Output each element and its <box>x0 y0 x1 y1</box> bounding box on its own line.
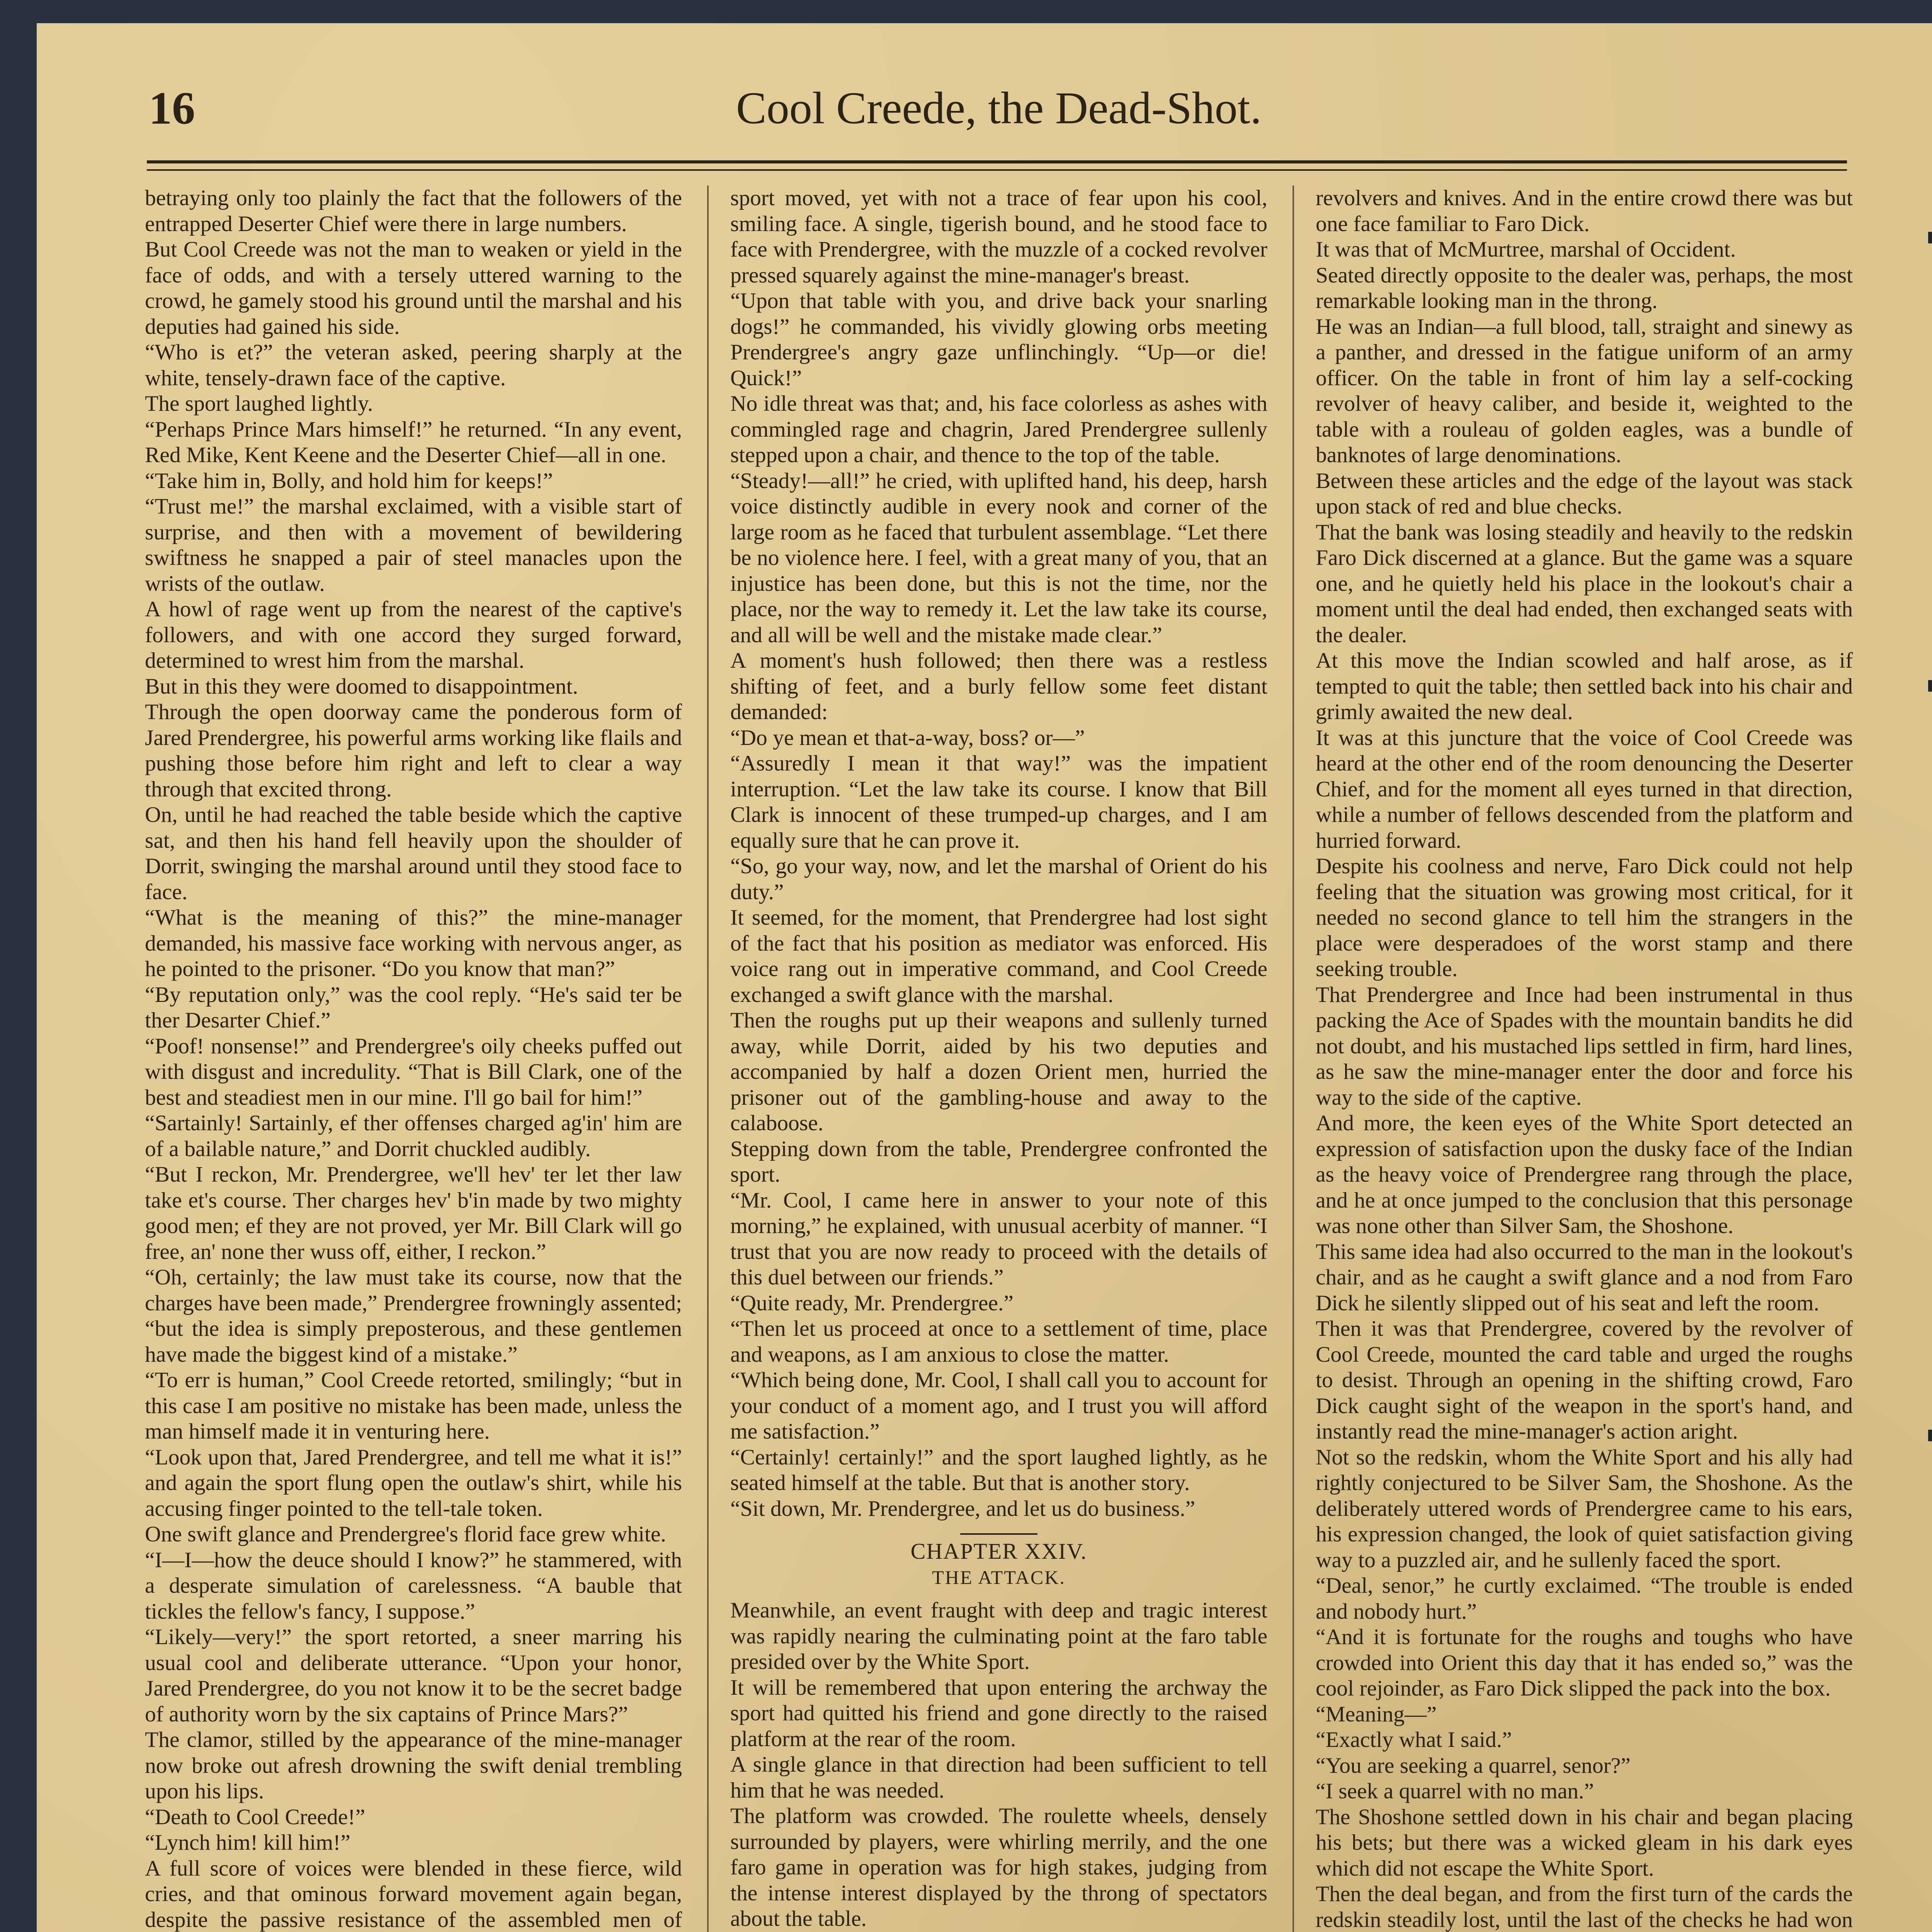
paragraph: No idle threat was that; and, his face colorless as ashes with commingled rage and chagrin, Jared Prendergree sullenly stepped upon a chair, and thence to the top of the table. <box>730 391 1267 467</box>
page-header <box>149 73 1849 158</box>
paragraph: It was at this juncture that the voice of Cool Creede was heard at the other end of the room denouncing the Deserter Chief, and for the moment all eyes turned in that direction, while a number of fellows descended from the platform and hurried forward. <box>1316 725 1853 853</box>
paragraph: “But I reckon, Mr. Prendergree, we'll hev' ter let ther law take et's course. Ther charges hev' b'in made by two mighty good men; ef they are not proved, yer Mr. Bill Clark will go free, an' none ther wuss off, either, I reckon.” <box>145 1162 682 1264</box>
paragraph: He was an Indian—a full blood, tall, straight and sinewy as a panther, and dressed in the fatigue uniform of an army officer. On the table in front of him lay a self-cocking revolver of heavy caliber, and beside it, weighted to the table with a rouleau of golden eagles, was a bundle of banknotes of large denominations. <box>1316 314 1853 467</box>
column-1 <box>145 185 682 1932</box>
paragraph: “Quite ready, Mr. Prendergree.” <box>730 1291 1014 1315</box>
header-rule-thin <box>147 169 1847 171</box>
paragraph: “Trust me!” the marshal exclaimed, with a visible start of surprise, and then with a movement of bewildering swiftness he snapped a pair of steel manacles upon the wrists of the outlaw. <box>145 494 682 596</box>
binding-mark <box>1928 1430 1932 1441</box>
paragraph: “Lynch him! kill him!” <box>145 1830 350 1855</box>
paragraph: “Which being done, Mr. Cool, I shall call you to account for your conduct of a moment ago, and I trust you will afford me satisfaction.” <box>730 1368 1267 1444</box>
paragraph: “What is the meaning of this?” the mine-manager demanded, his massive face working with nervous anger, as he pointed to the prisoner. “Do you know that man?” <box>145 905 682 981</box>
paragraph: “And it is fortunate for the roughs and toughs who have crowded into Orient this day that it has ended so,” was the cool rejoinder, as Faro Dick slipped the pack into the box. <box>1316 1625 1853 1701</box>
paragraph: One swift glance and Prendergree's florid face grew white. <box>145 1522 666 1546</box>
paragraph: Then the roughs put up their weapons and sullenly turned away, while Dorrit, aided by his two deputies and accompanied by half a dozen Orient men, hurried the prisoner out of the gambling-house and away to the calaboose. <box>730 1008 1267 1135</box>
paragraph: “Upon that table with you, and drive back your snarling dogs!” he commanded, his vividly glowing orbs meeting Prendergree's angry gaze unflinchingly. “Up—or die! Quick!” <box>730 289 1267 390</box>
paragraph: “Steady!—all!” he cried, with uplifted hand, his deep, harsh voice distinctly audible in every nook and corner of the large room as he faced that turbulent assemblage. “Let there be no violence here. I feel, with a great many of you, that an injustice has been done, but this is not the time, nor the place, nor the way to remedy it. Let the law take its course, and all will be well and the mistake made clear.” <box>730 468 1267 647</box>
paragraph: “Mr. Cool, I came here in answer to your note of this morning,” he explained, with unusual acerbity of manner. “I trust that you are now ready to proceed with the details of this duel between our friends.” <box>730 1188 1267 1289</box>
binding-mark <box>1928 232 1932 243</box>
paragraph: “Take him in, Bolly, and hold him for keeps!” <box>145 468 553 493</box>
paragraph: “Sartainly! Sartainly, ef ther offenses charged ag'in' him are of a bailable nature,” and Dorrit chuckled audibly. <box>145 1111 682 1161</box>
paragraph: “By reputation only,” was the cool reply. “He's said ter be ther Desarter Chief.” <box>145 982 682 1032</box>
paragraph: “Meaning—” <box>1316 1702 1437 1726</box>
column-3 <box>1316 185 1853 1932</box>
page-number: 16 <box>149 82 195 134</box>
paragraph: “Oh, certainly; the law must take its course, now that the charges have been made,” Prendergree frowningly assented; “but the idea is simply preposterous, and these gentlemen have made the biggest kind of a mistake.” <box>145 1265 682 1367</box>
chapter-title: THE ATTACK. <box>932 1566 1066 1588</box>
paragraph: Stepping down from the table, Prendergree confronted the sport. <box>730 1136 1267 1187</box>
paragraph: Meanwhile, an event fraught with deep and tragic interest was rapidly nearing the culminating point at the faro table presided over by the White Sport. <box>730 1598 1267 1674</box>
paragraph: This same idea had also occurred to the man in the lookout's chair, and as he caught a swift glance and a nod from Faro Dick he silently slipped out of his seat and left the room. <box>1316 1239 1853 1315</box>
paragraph: “Likely—very!” the sport retorted, a sneer marring his usual cool and deliberate utterance. “Upon your honor, Jared Prendergree, do you not know it to be the secret badge of authority worn by the six captains of Prince Mars?” <box>145 1625 682 1726</box>
text-columns <box>145 185 1853 1932</box>
paragraph: “Do ye mean et that-a-way, boss? or—” <box>730 725 1085 750</box>
paragraph: “Assuredly I mean it that way!” was the impatient interruption. “Let the law take its course. I know that Bill Clark is innocent of these trumped-up charges, and I am equally sure that he can prove it. <box>730 751 1267 853</box>
paragraph: Not so the redskin, whom the White Sport and his ally had rightly conjectured to be Silver Sam, the Shoshone. As the deliberately uttered words of Prendergree came to his ears, his expression changed, the look of quiet satisfaction giving way to a puzzled air, and he sullenly faced the sport. <box>1316 1445 1853 1572</box>
paragraph: Then the deal began, and from the first turn of the cards the redskin steadily lost, until the last of the checks he had won <box>1316 1882 1853 1932</box>
running-title: Cool Creede, the Dead-Shot. <box>736 83 1262 133</box>
paragraph: “Then let us proceed at once to a settlement of time, place and weapons, as I am anxious to close the matter. <box>730 1316 1267 1367</box>
paragraph: “Sit down, Mr. Prendergree, and let us do business.” <box>730 1496 1196 1521</box>
paragraph: A moment's hush followed; then there was a restless shifting of feet, and a burly fellow some feet distant demanded: <box>730 648 1267 724</box>
chapter-divider <box>960 1533 1037 1535</box>
paragraph: That Prendergree and Ince had been instrumental in thus packing the Ace of Spades with the mountain bandits he did not doubt, and his mustached lips settled in firm, hard lines, as he saw the mine-manager enter the door and force his way to the side of the captive. <box>1316 982 1853 1110</box>
paragraph: A howl of rage went up from the nearest of the captive's followers, and with one accord they surged forward, determined to wrest him from the marshal. <box>145 597 682 673</box>
paragraph: At this move the Indian scowled and half arose, as if tempted to quit the table; then settled back into his chair and grimly awaited the new deal. <box>1316 648 1853 724</box>
paragraph: Between these articles and the edge of the layout was stack upon stack of red and blue checks. <box>1316 468 1853 519</box>
paragraph: A full score of voices were blended in these fierce, wild cries, and that ominous forward movement again began, despite the passive resistance of the assembled men of <box>145 1856 682 1932</box>
paragraph: That the bank was losing steadily and heavily to the redskin Faro Dick discerned at a glance. But the game was a square one, and he quietly held his place in the lookout's chair a moment until the deal had ended, then exchanged seats with the dealer. <box>1316 520 1853 647</box>
paragraph: “Look upon that, Jared Prendergree, and tell me what it is!” and again the sport flung open the outlaw's shirt, while his accusing finger pointed to the tell-tale token. <box>145 1445 682 1521</box>
paragraph: “Poof! nonsense!” and Prendergree's oily cheeks puffed out with disgust and incredulity. “That is Bill Clark, one of the best and steadiest men in our mine. I'll go bail for him!” <box>145 1034 682 1110</box>
paragraph: “To err is human,” Cool Creede retorted, smilingly; “but in this case I am positive no mistake has been made, unless the man himself made it in venturing here. <box>145 1368 682 1444</box>
paragraph: revolvers and knives. And in the entire crowd there was but one face familiar to Faro Dick. <box>1316 186 1853 236</box>
paragraph: It seemed, for the moment, that Prendergree had lost sight of the fact that his position as mediator was enforced. His voice rang out in imperative command, and Cool Creede exchanged a swift glance with the marshal. <box>730 905 1267 1007</box>
paragraph: “Perhaps Prince Mars himself!” he returned. “In any event, Red Mike, Kent Keene and the Deserter Chief—all in one. <box>145 417 682 467</box>
paragraph: The Shoshone settled down in his chair and began placing his bets; but there was a wicked gleam in his dark eyes which did not escape the White Sport. <box>1316 1804 1853 1881</box>
binding-mark <box>1928 680 1932 692</box>
paragraph: “Death to Cool Creede!” <box>145 1804 365 1829</box>
column-2 <box>730 185 1267 1932</box>
paragraph: “I seek a quarrel with no man.” <box>1316 1779 1594 1803</box>
paragraph: It was that of McMurtree, marshal of Occident. <box>1316 237 1736 262</box>
paragraph: Then it was that Prendergree, covered by the revolver of Cool Creede, mounted the card table and urged the roughs to desist. Through an opening in the shifting crowd, Faro Dick caught sight of the weapon in the sport's hand, and instantly read the mine-manager's action aright. <box>1316 1316 1853 1444</box>
chapter-heading: CHAPTER XXIV. <box>910 1539 1087 1564</box>
paragraph: And more, the keen eyes of the White Sport detected an expression of satisfaction upon the dusky face of the Indian as the heavy voice of Prendergree rang through the place, and he at once jumped to the conclusion that this personage was none other than Silver Sam, the Shoshone. <box>1316 1111 1853 1238</box>
page <box>37 23 1932 1932</box>
paragraph: A single glance in that direction had been sufficient to tell him that he was needed. <box>730 1752 1267 1803</box>
paragraph: “Exactly what I said.” <box>1316 1728 1512 1752</box>
paragraph: “You are seeking a quarrel, senor?” <box>1316 1753 1631 1778</box>
paragraph: Seated directly opposite to the dealer was, perhaps, the most remarkable looking man in the throng. <box>1316 263 1853 313</box>
paragraph: On, until he had reached the table beside which the captive sat, and then his hand fell heavily upon the shoulder of Dorrit, swinging the marshal around until they stood face to face. <box>145 803 682 904</box>
paragraph: “Certainly! certainly!” and the sport laughed lightly, as he seated himself at the table. But that is another story. <box>730 1445 1267 1495</box>
paragraph: Through the open doorway came the ponderous form of Jared Prendergree, his powerful arms working like flails and pushing those before him right and left to clear a way through that excited throng. <box>145 700 682 801</box>
paragraph: The sport laughed lightly. <box>145 391 373 416</box>
header-rule-thick <box>147 160 1847 163</box>
paragraph: betraying only too plainly the fact that the followers of the entrapped Deserter Chief were there in large numbers. <box>145 186 682 236</box>
paragraph: The clamor, stilled by the appearance of the mine-manager now broke out afresh drowning the swift denial trembling upon his lips. <box>145 1728 682 1803</box>
paragraph: It will be remembered that upon entering the archway the sport had quitted his friend and gone directly to the raised platform at the rear of the room. <box>730 1675 1267 1751</box>
paragraph: “I—I—how the deuce should I know?” he stammered, with a desperate simulation of carelessness. “A bauble that tickles the fellow's fancy, I suppose.” <box>145 1548 682 1624</box>
paragraph: The platform was crowded. The roulette wheels, densely surrounded by players, were whirling merrily, and the one faro game in operation was for high stakes, judging from the intense interest displayed by the throng of spectators about the table. <box>730 1804 1267 1931</box>
paragraph: “So, go your way, now, and let the marshal of Orient do his duty.” <box>730 854 1267 904</box>
paragraph: But in this they were doomed to disappointment. <box>145 674 578 699</box>
paragraph: “Deal, senor,” he curtly exclaimed. “The trouble is ended and nobody hurt.” <box>1316 1573 1853 1624</box>
paragraph: sport moved, yet with not a trace of fear upon his cool, smiling face. A single, tigerish bound, and he stood face to face with Prendergree, with the muzzle of a cocked revolver pressed squarely against the mine-manager's breast. <box>730 186 1267 287</box>
paragraph: “Who is et?” the veteran asked, peering sharply at the white, tensely-drawn face of the captive. <box>145 340 682 390</box>
paragraph: But Cool Creede was not the man to weaken or yield in the face of odds, and with a tersely uttered warning to the crowd, he gamely stood his ground until the marshal and his deputies had gained his side. <box>145 237 682 339</box>
paragraph: Despite his coolness and nerve, Faro Dick could not help feeling that the situation was growing most critical, for it needed no second glance to tell him the strangers in the place were desperadoes of the worst stamp and there seeking trouble. <box>1316 854 1853 981</box>
